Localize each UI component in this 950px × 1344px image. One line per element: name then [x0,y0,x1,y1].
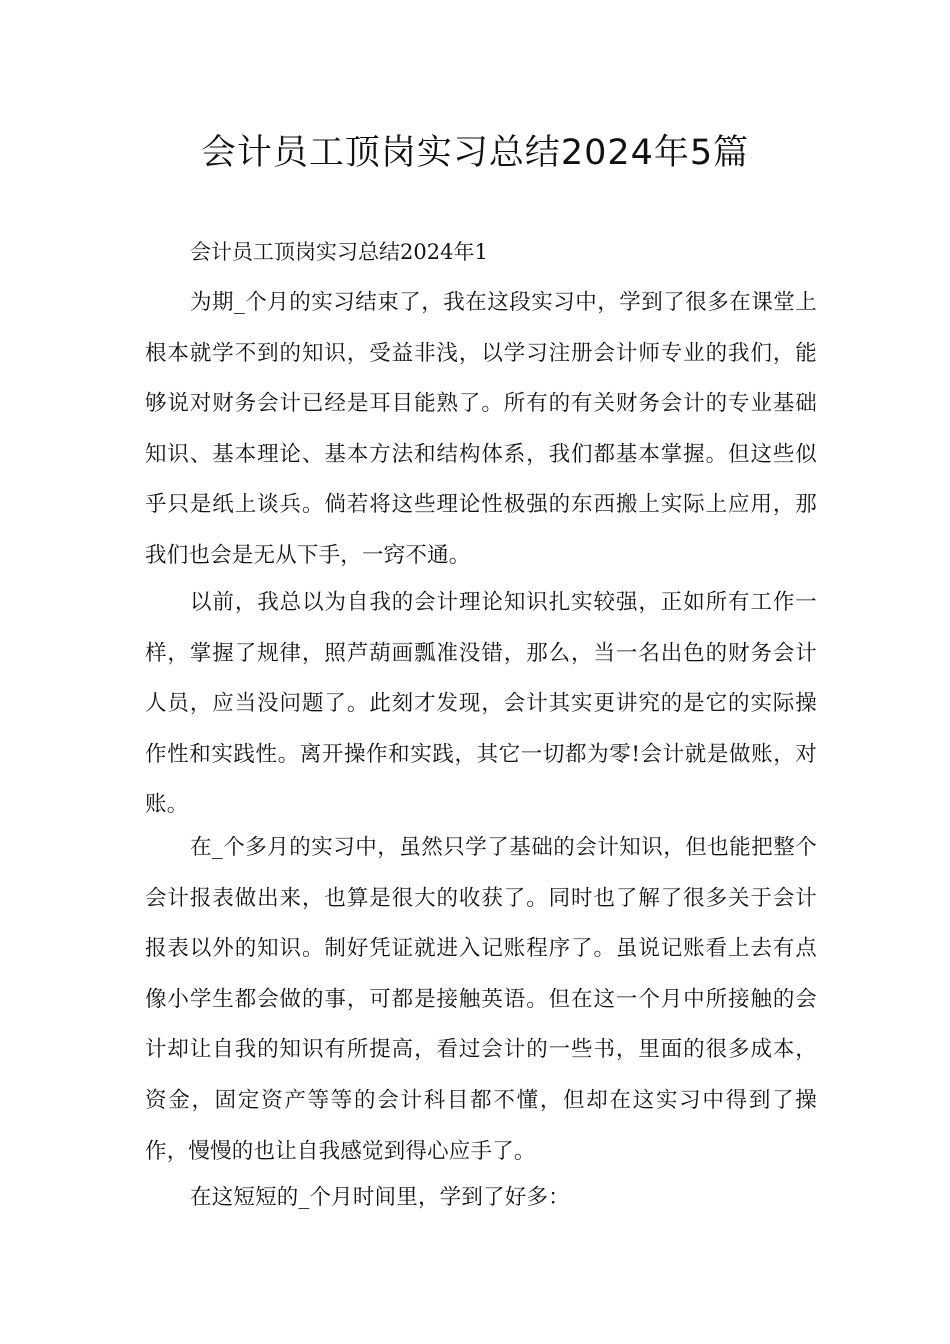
paragraph: 为期_个月的实习结束了，我在这段实习中，学到了很多在课堂上根本就学不到的知识，受益非浅，以学习注册会计师专业的我们，能够说对财务会计已经是耳目能熟了。所有的有关财务会计的专业基础知识、基本理论、基本方法和结构体系，我们都基本掌握。但这些似乎只是纸上谈兵。倘若将这些理论性极强的东西搬上实际上应用，那我们也会是无从下手，一窍不通。 [145,290,817,568]
document-title: 会计员工顶岗实习总结2024年5篇 [200,133,750,173]
paragraph: 在这短短的_个月时间里，学到了好多： [190,1185,570,1210]
paragraph: 在_个多月的实习中，虽然只学了基础的会计知识，但也能把整个会计报表做出来，也算是很大的收获了。同时也了解了很多关于会计报表以外的知识。制好凭证就进入记账程序了。虽说记账看上去有点像小学生都会做的事，可都是接触英语。但在这一个月中所接触的会计却让自我的知识有所提高，看过会计的一些书，里面的很多成本，资金，固定资产等等的会计科目都不懂，但却在这实习中得到了操作，慢慢的也让自我感觉到得心应手了。 [145,835,817,1164]
paragraph: 以前，我总以为自我的会计理论知识扎实较强，正如所有工作一样，掌握了规律，照芦葫画瓢准没错，那么，当一名出色的财务会计人员，应当没问题了。此刻才发现，会计其实更讲究的是它的实际操作性和实践性。离开操作和实践，其它一切都为零!会计就是做账，对账。 [145,590,817,818]
section-heading: 会计员工顶岗实习总结2024年1 [190,240,488,264]
